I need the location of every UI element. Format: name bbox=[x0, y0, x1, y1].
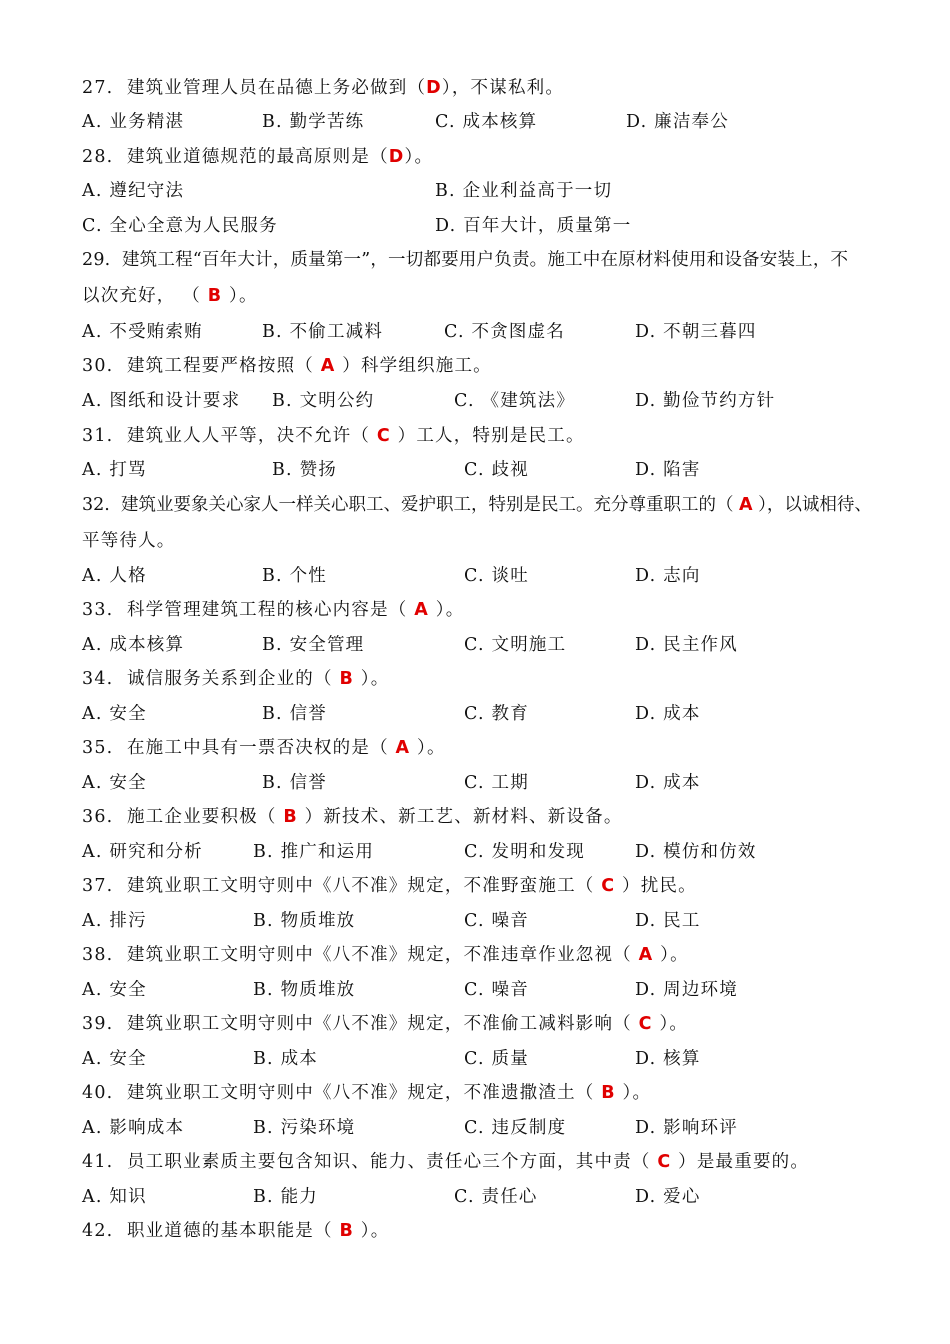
option-c: C. 歧视 bbox=[464, 460, 529, 480]
question-38: 38. 建筑业职工文明守则中《八不准》规定，不准违章作业忽视（ A ）。 bbox=[82, 945, 689, 965]
answer-mark: C bbox=[376, 426, 391, 446]
option-d: D. 民工 bbox=[635, 911, 701, 931]
option-b: B. 信誉 bbox=[262, 773, 327, 793]
question-32: 32. 建筑业要象关心家人一样关心职工、爱护职工，特别是民工。充分尊重职工的（ A ），以诚相待、 bbox=[82, 495, 872, 515]
options-41 bbox=[82, 1185, 882, 1209]
option-a: A. 研究和分析 bbox=[82, 842, 203, 862]
options-28-row1 bbox=[82, 179, 882, 203]
options-37 bbox=[82, 909, 882, 933]
option-c: C. 发明和发现 bbox=[464, 842, 585, 862]
option-d: D. 百年大计，质量第一 bbox=[435, 216, 632, 236]
options-27 bbox=[82, 110, 882, 134]
option-b: B. 污染环境 bbox=[253, 1118, 356, 1138]
options-29 bbox=[82, 320, 882, 344]
option-a: A. 人格 bbox=[82, 566, 147, 586]
answer-mark: B bbox=[601, 1083, 616, 1103]
question-42: 42. 职业道德的基本职能是（ B ）。 bbox=[82, 1221, 390, 1241]
question-41: 41. 员工职业素质主要包含知识、能力、责任心三个方面，其中责（ C ）是最重要的。 bbox=[82, 1152, 810, 1172]
answer-mark: D bbox=[388, 147, 405, 167]
option-a: A. 排污 bbox=[82, 911, 147, 931]
option-c: C. 质量 bbox=[464, 1049, 529, 1069]
option-a: A. 业务精湛 bbox=[82, 112, 185, 132]
options-35 bbox=[82, 771, 882, 795]
option-d: D. 勤俭节约方针 bbox=[635, 391, 776, 411]
option-a: A. 打骂 bbox=[82, 460, 147, 480]
answer-mark: B bbox=[339, 1221, 354, 1241]
option-a: A. 知识 bbox=[82, 1187, 147, 1207]
question-32-cont: 平等待人。 bbox=[82, 531, 176, 551]
answer-mark: B bbox=[207, 286, 223, 306]
question-37: 37. 建筑业职工文明守则中《八不准》规定，不准野蛮施工（ C ）扰民。 bbox=[82, 876, 697, 896]
options-39 bbox=[82, 1047, 882, 1071]
question-34: 34. 诚信服务关系到企业的（ B ）。 bbox=[82, 669, 390, 689]
option-b: B. 企业利益高于一切 bbox=[435, 181, 613, 201]
answer-mark: A bbox=[739, 495, 753, 515]
question-28: 28. 建筑业道德规范的最高原则是（D）。 bbox=[82, 147, 434, 167]
option-d: D. 廉洁奉公 bbox=[626, 112, 729, 132]
option-c: C. 文明施工 bbox=[464, 635, 567, 655]
question-36: 36. 施工企业要积极（ B ）新技术、新工艺、新材料、新设备。 bbox=[82, 807, 623, 827]
options-28-row2 bbox=[82, 214, 882, 238]
option-d: D. 成本 bbox=[635, 704, 701, 724]
option-c: C. 成本核算 bbox=[435, 112, 538, 132]
option-c: C. 责任心 bbox=[454, 1187, 538, 1207]
question-33: 33. 科学管理建筑工程的核心内容是（ A ）。 bbox=[82, 600, 465, 620]
option-c: C. 不贪图虚名 bbox=[444, 322, 565, 342]
options-40 bbox=[82, 1116, 882, 1140]
option-c: C. 噪音 bbox=[464, 980, 529, 1000]
option-d: D. 成本 bbox=[635, 773, 701, 793]
answer-mark: A bbox=[414, 600, 429, 620]
question-39: 39. 建筑业职工文明守则中《八不准》规定，不准偷工减料影响（ C ）。 bbox=[82, 1014, 689, 1034]
answer-mark: A bbox=[320, 356, 336, 376]
option-d: D. 核算 bbox=[635, 1049, 701, 1069]
option-c: C. 《建筑法》 bbox=[454, 391, 575, 411]
option-a: A. 影响成本 bbox=[82, 1118, 185, 1138]
option-d: D. 志向 bbox=[635, 566, 701, 586]
option-b: B. 能力 bbox=[253, 1187, 318, 1207]
option-b: B. 物质堆放 bbox=[253, 980, 356, 1000]
option-a: A. 成本核算 bbox=[82, 635, 185, 655]
answer-mark: D bbox=[426, 78, 442, 98]
option-c: C. 谈吐 bbox=[464, 566, 529, 586]
option-c: C. 工期 bbox=[464, 773, 529, 793]
option-d: D. 陷害 bbox=[635, 460, 701, 480]
option-b: B. 信誉 bbox=[262, 704, 327, 724]
options-30 bbox=[82, 389, 882, 413]
answer-mark: A bbox=[638, 945, 654, 965]
option-b: B. 勤学苦练 bbox=[262, 112, 365, 132]
question-30: 30. 建筑工程要严格按照（ A ）科学组织施工。 bbox=[82, 356, 492, 376]
answer-mark: C bbox=[657, 1152, 672, 1172]
answer-mark: B bbox=[339, 669, 354, 689]
options-32 bbox=[82, 564, 882, 588]
option-b: B. 个性 bbox=[262, 566, 327, 586]
question-35: 35. 在施工中具有一票否决权的是（ A ）。 bbox=[82, 738, 446, 758]
option-d: D. 周边环境 bbox=[635, 980, 738, 1000]
options-36 bbox=[82, 840, 882, 864]
option-a: A. 遵纪守法 bbox=[82, 181, 185, 201]
option-a: A. 安全 bbox=[82, 773, 147, 793]
option-b: B. 安全管理 bbox=[262, 635, 365, 655]
option-a: A. 不受贿索贿 bbox=[82, 322, 203, 342]
option-c: C. 教育 bbox=[464, 704, 529, 724]
option-c: C. 违反制度 bbox=[464, 1118, 567, 1138]
option-d: D. 影响环评 bbox=[635, 1118, 738, 1138]
option-b: B. 文明公约 bbox=[272, 391, 375, 411]
options-38 bbox=[82, 978, 882, 1002]
question-29: 29. 建筑工程“百年大计，质量第一”，一切都要用户负责。施工中在原材料使用和设备安装上，不 bbox=[82, 250, 849, 270]
option-d: D. 模仿和仿效 bbox=[635, 842, 757, 862]
option-d: D. 不朝三暮四 bbox=[635, 322, 757, 342]
option-a: A. 图纸和设计要求 bbox=[82, 391, 241, 411]
option-c: C. 全心全意为人民服务 bbox=[82, 216, 278, 236]
answer-mark: B bbox=[283, 807, 298, 827]
option-b: B. 推广和运用 bbox=[253, 842, 375, 862]
option-a: A. 安全 bbox=[82, 704, 147, 724]
option-a: A. 安全 bbox=[82, 980, 147, 1000]
option-d: D. 爱心 bbox=[635, 1187, 701, 1207]
answer-mark: C bbox=[601, 876, 616, 896]
question-40: 40. 建筑业职工文明守则中《八不准》规定，不准遗撒渣土（ B ）。 bbox=[82, 1083, 652, 1103]
options-31 bbox=[82, 458, 882, 482]
question-31: 31. 建筑业人人平等，决不允许（ C ）工人，特别是民工。 bbox=[82, 426, 585, 446]
option-c: C. 噪音 bbox=[464, 911, 529, 931]
option-d: D. 民主作风 bbox=[635, 635, 738, 655]
option-b: B. 物质堆放 bbox=[253, 911, 356, 931]
options-33 bbox=[82, 633, 882, 657]
question-27: 27. 建筑业管理人员在品德上务必做到（D），不谋私利。 bbox=[82, 78, 565, 98]
option-b: B. 成本 bbox=[253, 1049, 318, 1069]
answer-mark: C bbox=[638, 1014, 653, 1034]
option-a: A. 安全 bbox=[82, 1049, 147, 1069]
option-b: B. 不偷工减料 bbox=[262, 322, 384, 342]
question-29-cont: 以次充好， （ B ）。 bbox=[82, 286, 258, 306]
answer-mark: A bbox=[395, 738, 411, 758]
option-b: B. 赞扬 bbox=[272, 460, 337, 480]
options-34 bbox=[82, 702, 882, 726]
